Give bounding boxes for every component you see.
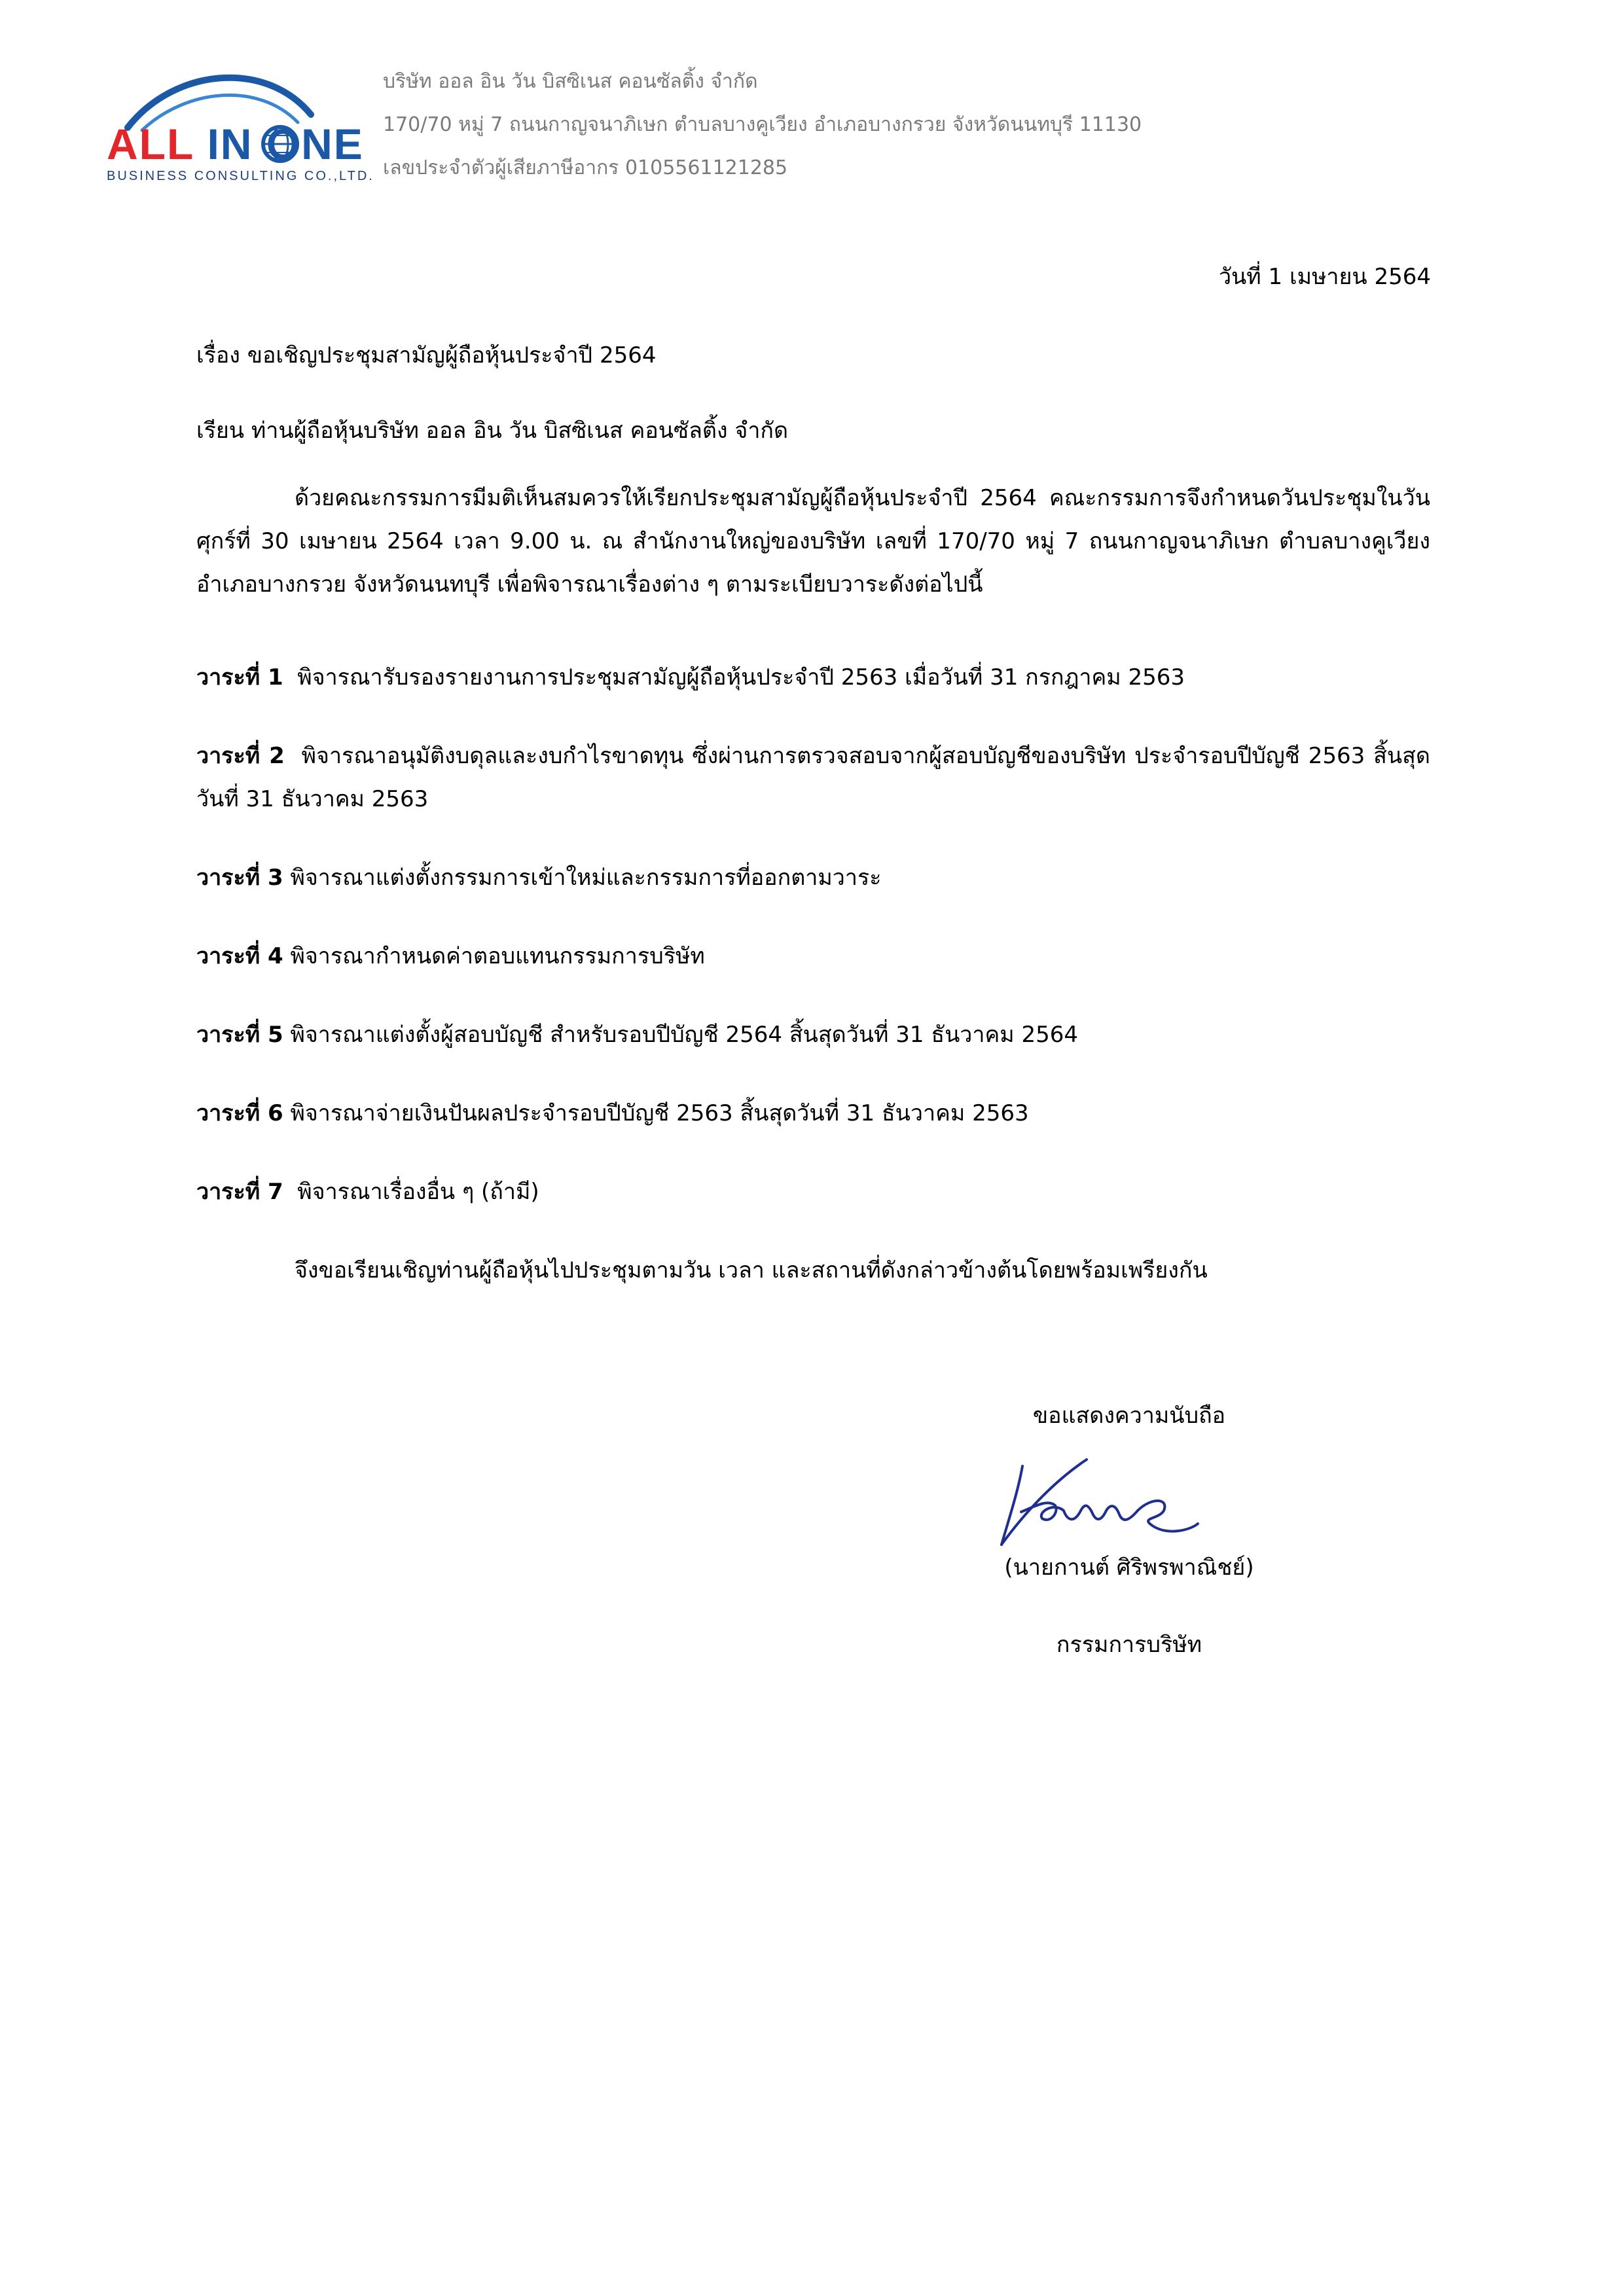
agenda-label: วาระที่ 4: [196, 943, 283, 969]
company-name: บริษัท ออล อิน วัน บิสซิเนส คอนซัลติ้ง จำกัด: [383, 70, 758, 93]
agenda-label: วาระที่ 6: [196, 1100, 283, 1126]
company-address: 170/70 หมู่ 7 ถนนกาญจนาภิเษก ตำบลบางคูเวียง อำเภอบางกรวย จังหวัดนนทบุรี 11130: [383, 113, 1142, 136]
letter-subject: เรื่อง ขอเชิญประชุมสามัญผู้ถือหุ้นประจำปี 2564: [196, 342, 657, 368]
agenda-label: วาระที่ 5: [196, 1022, 283, 1048]
letter-date: วันที่ 1 เมษายน 2564: [1218, 264, 1431, 290]
agenda-item: [196, 734, 1430, 821]
agenda-text: พิจารณาอนุมัติงบดุลและงบกำไรขาดทุน ซึ่งผ่านการตรวจสอบจากผู้สอบบัญชีของบริษัท ประจำรอบปีบัญชี 2563 สิ้นสุดวันที่ 31 ธันวาคม 2563: [196, 743, 1430, 812]
agenda-text: พิจารณาเรื่องอื่น ๆ (ถ้ามี): [297, 1179, 539, 1205]
agenda-item: [196, 856, 1430, 899]
signer-position: กรรมการบริษัท: [1056, 1632, 1202, 1658]
agenda-text: พิจารณาแต่งตั้งกรรมการเข้าใหม่และกรรมการที่ออกตามวาระ: [290, 865, 882, 891]
intro-paragraph: ด้วยคณะกรรมการมีมติเห็นสมควรให้เรียกประชุมสามัญผู้ถือหุ้นประจำปี 2564 คณะกรรมการจึงกำหนดวันประชุมในวันศุกร์ที่ 30 เมษายน 2564 เวลา 9.00 น. ณ สำนักงานใหญ่ของบริษัท เลขที่ 170/70 หมู่ 7 ถนนกาญจนาภิเษก ตำบลบางคูเวียง อำเภอบางกรวย จังหวัดนนทบุรี เพื่อพิจารณาเรื่องต่าง ๆ ตามระเบียบวาระดังต่อไปนี้: [196, 485, 1430, 598]
agenda-item: [196, 656, 1430, 699]
agenda-item: [196, 1092, 1430, 1135]
logo-subtitle: BUSINESS CONSULTING CO.,LTD.: [107, 169, 374, 183]
logo-text-inone: IN ONE: [207, 120, 364, 168]
agenda-text: พิจารณาแต่งตั้งผู้สอบบัญชี สำหรับรอบปีบัญชี 2564 สิ้นสุดวันที่ 31 ธันวาคม 2564: [290, 1022, 1078, 1048]
agenda-text: พิจารณากำหนดค่าตอบแทนกรรมการบริษัท: [290, 943, 705, 969]
agenda-item: [196, 935, 1430, 978]
agenda-label: วาระที่ 1: [196, 664, 283, 691]
agenda-item: [196, 1013, 1430, 1056]
company-tax-id: เลขประจำตัวผู้เสียภาษีอากร 0105561121285: [383, 156, 788, 179]
agenda-text: พิจารณาจ่ายเงินปันผลประจำรอบปีบัญชี 2563 สิ้นสุดวันที่ 31 ธันวาคม 2563: [290, 1100, 1029, 1126]
agenda-text: พิจารณารับรองรายงานการประชุมสามัญผู้ถือหุ้นประจำปี 2563 เมื่อวันที่ 31 กรกฎาคม 2563: [297, 664, 1185, 691]
agenda-label: วาระที่ 7: [196, 1179, 283, 1205]
company-logo: [101, 62, 374, 193]
handwritten-signature: [982, 1446, 1204, 1551]
closing-line: จึงขอเรียนเชิญท่านผู้ถือหุ้นไปประชุมตามวัน เวลา และสถานที่ดังกล่าวข้างต้นโดยพร้อมเพรียงกัน: [295, 1257, 1208, 1283]
logo-wordmark: [107, 122, 364, 166]
signer-name: (นายกานต์ ศิริพรพาณิชย์): [1004, 1554, 1254, 1581]
regards-text: ขอแสดงความนับถือ: [1032, 1403, 1226, 1429]
agenda-label: วาระที่ 2: [196, 743, 285, 769]
agenda-label: วาระที่ 3: [196, 865, 283, 891]
agenda-item: [196, 1170, 1430, 1213]
letter-salutation: เรียน ท่านผู้ถือหุ้นบริษัท ออล อิน วัน บิสซิเนส คอนซัลติ้ง จำกัด: [196, 418, 789, 444]
logo-text-all: ALL: [107, 120, 194, 168]
company-header: [383, 60, 1142, 190]
